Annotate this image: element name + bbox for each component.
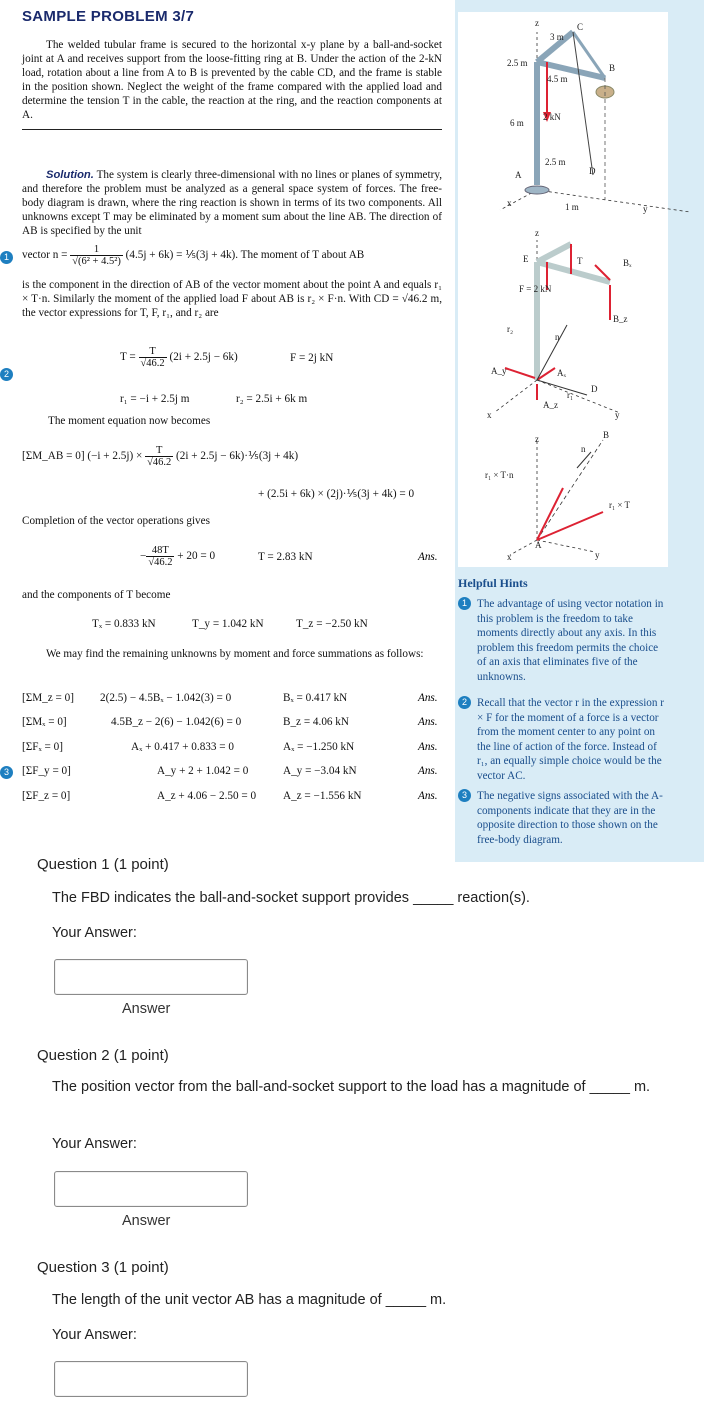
svg-text:Bₓ: Bₓ [623, 258, 632, 268]
eq-expression: 4.5B_z − 2(6) − 1.042(6) = 0 [111, 716, 242, 728]
svg-text:2.5 m: 2.5 m [507, 58, 528, 68]
svg-text:y: y [595, 550, 600, 560]
question-3-answer-input[interactable] [54, 1361, 248, 1397]
hint-item: 3 The negative signs associated with the A-components indicate that they are in the opposite direction to those shown on the free-body diagram. [458, 789, 670, 847]
moment-intro: The moment equation now becomes [48, 415, 211, 427]
svg-text:n: n [581, 444, 586, 454]
question-3-title: Question 3 (1 point) [37, 1259, 169, 1276]
unit-vector-line [22, 244, 364, 267]
question-1-text: The FBD indicates the ball-and-socket support provides _____ reaction(s). [52, 890, 530, 906]
moment-equation-line1: [ΣM_AB = 0] (−i + 2.5j) × $\frac{T}{√46.2}$ (2i + 2.5j − 6k)·⅕(3j + 4k) [22, 445, 299, 468]
question-3-text: The length of the unit vector AB has a magnitude of _____ m. [52, 1292, 447, 1308]
hint-item: 1 The advantage of using vector notation in this problem is the freedom to take moments directly about any axis. In this problem this freedom permits the choice of an axis that eliminates five of the unknowns. [458, 597, 670, 684]
svg-text:E: E [523, 254, 529, 264]
your-answer-label: Your Answer: [52, 1136, 137, 1152]
svg-text:Aₓ: Aₓ [557, 368, 567, 378]
eq-result: Bₓ = 0.417 kN [283, 692, 348, 704]
completion-text: Completion of the vector operations gives [22, 515, 210, 527]
svg-text:r₁: r₁ [567, 390, 574, 400]
question-2-text: The position vector from the ball-and-socket support to the load has a magnitude of _____ m. [52, 1079, 651, 1095]
solution-paragraph [22, 168, 442, 238]
ans-label: Ans. [418, 790, 438, 802]
svg-text:2 kN: 2 kN [543, 112, 561, 122]
svg-text:x: x [507, 552, 512, 562]
ball-socket-base [525, 186, 549, 194]
svg-text:6 m: 6 m [510, 118, 524, 128]
divider [22, 129, 442, 130]
svg-text:B_z: B_z [613, 314, 628, 324]
tension-equation: − $\frac{48T}{√46.2}$ + 20 = 0 [140, 545, 216, 568]
components-intro: and the components of T become [22, 589, 171, 601]
svg-text:4.5 m: 4.5 m [547, 74, 568, 84]
svg-text:r₂: r₂ [507, 324, 514, 334]
helpful-hints-title: Helpful Hints [458, 576, 528, 590]
question-1-answer-button[interactable]: Answer [122, 1001, 171, 1017]
hint-marker-2: 2 [0, 368, 13, 381]
question-2-answer-input[interactable] [54, 1171, 248, 1207]
svg-text:y: y [615, 410, 620, 420]
ans-label: Ans. [418, 716, 438, 728]
eq-label: [ΣM_z = 0] [22, 692, 74, 704]
problem-statement: The welded tubular frame is secured to the horizontal x-y plane by a ball-and-socket joint at A and receives support from the loose-fitting ring at B. Under the action of the 2-kN load, rotation about a line from A to B is prevented by the cable CD, and the frame is stable in the position shown. Neglect the weight of the frame compared with the applied load and determine the tension T in the cable, the reaction at the ring, and the reaction components at A. [22, 39, 442, 121]
svg-text:n: n [555, 332, 560, 342]
svg-text:B: B [609, 63, 616, 73]
moment-component-paragraph: is the component in the direction of AB of the vector moment about the point A and equals r₁ × T·n. Similarly the moment of the applied load F about AB is r₂ × F·n. With CD = √46.2 m, the vector expressions for T, F, r₁, and r₂ are [22, 279, 442, 319]
ans-label: Ans. [418, 551, 438, 563]
eq-label: [ΣFₓ = 0] [22, 741, 63, 753]
eq-result: B_z = 4.06 kN [283, 716, 349, 728]
hint-marker-1: 1 [0, 251, 13, 264]
hint-item: 2 Recall that the vector r in the expression r × F for the moment of a force is a vector from the moment center to any point on the line of action of the force. Instead of r₁, an equally simple choice would be the vector AC. [458, 696, 670, 783]
question-1-answer-input[interactable] [54, 959, 248, 995]
svg-text:A_y: A_y [491, 366, 507, 376]
eq-expression: Aₓ + 0.417 + 0.833 = 0 [131, 741, 234, 753]
solution-label: Solution. [46, 169, 94, 181]
vector-label: vector n = [22, 249, 68, 262]
Tx-value: Tₓ = 0.833 kN [92, 618, 156, 630]
eq-expression: A_z + 4.06 − 2.50 = 0 [157, 790, 257, 802]
svg-text:r₁ × T: r₁ × T [609, 500, 631, 510]
eq-result: A_y = −3.04 kN [283, 765, 357, 777]
svg-text:B: B [603, 430, 610, 440]
eq-label: [ΣMₓ = 0] [22, 716, 67, 728]
svg-text:r₁ × T·n: r₁ × T·n [485, 470, 514, 480]
sample-problem-title: SAMPLE PROBLEM 3/7 [22, 8, 195, 25]
svg-text:y: y [643, 204, 648, 214]
moment-equation-line2: + (2.5i + 6k) × (2j)·⅕(3j + 4k) = 0 [258, 488, 415, 500]
equation-r2: r₂ = 2.5i + 6k m [236, 393, 308, 405]
svg-text:x: x [507, 198, 512, 208]
equation-F: F = 2j kN [290, 352, 334, 364]
equation-r1: r₁ = −i + 2.5j m [120, 393, 190, 405]
svg-text:A: A [535, 540, 542, 550]
ans-label: Ans. [418, 692, 438, 704]
svg-text:T: T [577, 256, 583, 266]
textbook-main-column [0, 0, 455, 862]
question-2-title: Question 2 (1 point) [37, 1047, 169, 1064]
eq-result: A_z = −1.556 kN [283, 790, 362, 802]
svg-text:z: z [535, 18, 539, 28]
equation-T: T = $\frac{T}{√46.2}$ (2i + 2.5j − 6k) [120, 346, 238, 369]
Ty-value: T_y = 1.042 kN [192, 618, 264, 630]
ans-label: Ans. [418, 765, 438, 777]
svg-text:3 m: 3 m [550, 32, 564, 42]
svg-text:A: A [515, 170, 522, 180]
hint-marker-3: 3 [0, 766, 13, 779]
svg-text:D: D [591, 384, 598, 394]
eq-expression: 2(2.5) − 4.5Bₓ − 1.042(3) = 0 [100, 692, 232, 704]
your-answer-label: Your Answer: [52, 925, 137, 941]
solution-text: The system is clearly three-dimensional with no lines or planes of symmetry, and therefore the problem must be analyzed as a general space system of forces. The free-body diagram is drawn, where the ring reaction is shown in terms of its two components. All unknowns except T may be eliminated by a moment sum about the line AB. The direction of AB is specified by the unit [22, 169, 442, 237]
svg-text:F = 2 kN: F = 2 kN [519, 284, 552, 294]
your-answer-label: Your Answer: [52, 1327, 137, 1343]
svg-text:2.5 m: 2.5 m [545, 157, 566, 167]
svg-text:C: C [577, 22, 584, 32]
figure-illustrations [455, 0, 704, 570]
eq-label: [ΣF_y = 0] [22, 765, 71, 777]
eq-expression: A_y + 2 + 1.042 = 0 [157, 765, 249, 777]
question-1-title: Question 1 (1 point) [37, 856, 169, 873]
tension-result: T = 2.83 kN [258, 551, 313, 563]
remaining-paragraph: We may find the remaining unknowns by moment and force summations as follows: [46, 648, 424, 660]
figure-background [458, 12, 668, 567]
svg-text:1 m: 1 m [565, 202, 579, 212]
quiz-panel [0, 856, 704, 1402]
svg-text:z: z [535, 434, 539, 444]
svg-text:A_z: A_z [543, 400, 558, 410]
eq-label: [ΣF_z = 0] [22, 790, 71, 802]
Tz-value: T_z = −2.50 kN [296, 618, 368, 630]
vector-expression: (4.5j + 6k) = ⅕(3j + 4k). The moment of T about AB [125, 249, 365, 262]
ans-label: Ans. [418, 741, 438, 753]
svg-text:D: D [589, 166, 596, 176]
svg-text:x: x [487, 410, 492, 420]
question-2-answer-button[interactable]: Answer [122, 1213, 171, 1229]
unit-vector-fraction: $\frac{1}{\text{√(6² + 4.5²)}}$ [72, 244, 121, 267]
svg-text:z: z [535, 228, 539, 238]
eq-result: Aₓ = −1.250 kN [283, 741, 355, 753]
